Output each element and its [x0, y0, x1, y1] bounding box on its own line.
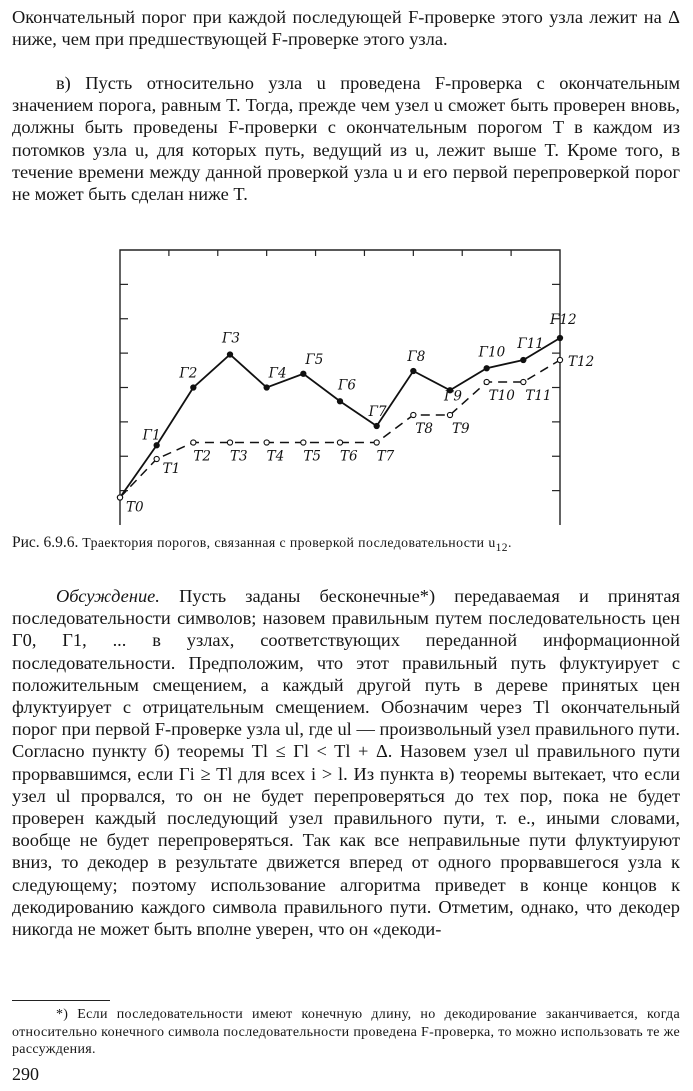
threshold-label: T1	[162, 461, 181, 477]
metric-point	[374, 423, 379, 428]
threshold-point	[374, 440, 379, 445]
threshold-point	[117, 495, 122, 500]
threshold-label: T3	[230, 448, 248, 465]
threshold-point	[191, 440, 196, 445]
threshold-label: T8	[415, 421, 433, 437]
metric-point	[264, 385, 269, 390]
page-number: 290	[12, 1064, 39, 1084]
threshold-point	[484, 379, 489, 384]
threshold-point	[337, 440, 342, 445]
metric-point	[484, 366, 489, 371]
threshold-point	[411, 412, 416, 417]
metric-point	[227, 352, 232, 357]
threshold-label: T2	[193, 448, 211, 465]
threshold-label: T7	[376, 448, 395, 465]
threshold-label: T5	[303, 448, 321, 465]
paragraph-2: в) Пусть относительно узла u проведена F-проверка с окончательным значением порога, равным T. Тогда, прежде чем узел u сможет быть проверен вновь, должны быть проведены F-проверки с окончательным порогом T в каждом из потомков узла u, для которых путь, ведущий из u, лежит выше T. Кроме того, в течение времени между данной проверкой узла u и его первой перепроверкой порог не может быть сделан ниже T.	[12, 73, 680, 205]
threshold-point	[447, 412, 452, 417]
metric-label: Γ6	[338, 377, 356, 394]
metric-label: Γ5	[305, 351, 324, 368]
threshold-label: T9	[452, 421, 470, 437]
threshold-point	[557, 357, 562, 362]
figure-caption: Рис. 6.9.6. Траектория порогов, связанная с проверкой последовательности $u_{12}$.	[12, 534, 512, 554]
metric-point	[191, 385, 196, 390]
metric-label: Γ2	[179, 365, 198, 382]
metric-label: Γ11	[517, 336, 544, 352]
metric-label: Γ8	[407, 349, 426, 365]
threshold-label: T12	[568, 354, 595, 370]
metric-label: Γ10	[478, 344, 506, 361]
metric-series-line	[120, 338, 560, 498]
discussion-text: Пусть заданы бесконечные*) передаваемая и принятая последовательности символов; назовем правильным путем последовательность цен Γ0, Γ1, ... в узлах, соответствующих переданной информационной последовательности. Предположим, что этот правильный путь флуктуирует с положительным смещением, а каждый другой путь в дереве принятых цен флуктуирует с отрицательным смещением. Обозначим через Tl окончательный порог при первой F-проверке узла ul, где ul — произвольный узел правильного пути. Согласно пункту б) теоремы Tl ≤ Γl < Tl + Δ. Назовем узел ul правильного пути прорвавшимся, если Γi ≥ Tl для всех i > l. Из пункта в) теоремы вытекает, что если узел ul прорвался, то он не будет перепроверяться до тех пор, пока не будет проверен каждый последующий узел правильного пути, т. е., иными словами, вообще не будет перепроверяться. Так как все неправильные пути флуктуируют вниз, то декодер в результате движется вперед от одного прорвавшегося узла к следующему; поэтому использование алгоритма приведет в конце концов к декодированию каждого символа правильного пути. Отметим, однако, что декодер никогда не может быть вполне уверен, что он «декоди-	[12, 586, 680, 940]
threshold-label: T11	[525, 388, 552, 404]
figure-caption-text: Траектория порогов, связанная с проверкой последовательности u	[82, 535, 496, 550]
metric-label: Γ3	[222, 330, 240, 347]
threshold-trajectory-figure	[95, 240, 595, 530]
footnote-rule	[12, 1000, 110, 1001]
threshold-trajectory-chart	[95, 240, 595, 530]
threshold-label: T10	[488, 388, 515, 404]
threshold-point	[154, 456, 159, 461]
discussion-paragraph	[12, 585, 680, 940]
threshold-point	[521, 379, 526, 384]
metric-point	[337, 399, 342, 404]
footnote: *) Если последовательности имеют конечную длину, но декодирование заканчивается, когда относительно конечного символа последовательности проведена F-проверка, то можно использовать те же рассуждения.	[12, 1007, 680, 1058]
metric-label: Γ7	[368, 404, 387, 420]
metric-point	[521, 357, 526, 362]
figure-caption-sub: 12	[495, 541, 508, 554]
metric-point	[301, 371, 306, 376]
threshold-label: T6	[340, 448, 358, 465]
metric-point	[557, 335, 562, 340]
metric-label: Γ9	[444, 388, 462, 405]
metric-label: Γ4	[268, 365, 287, 382]
metric-point	[154, 443, 159, 448]
threshold-label: T0	[126, 499, 144, 516]
metric-point	[411, 368, 416, 373]
figure-caption-label: Рис. 6.9.6.	[12, 534, 79, 551]
discussion-heading: Обсуждение.	[56, 586, 160, 606]
threshold-point	[264, 440, 269, 445]
threshold-label: T4	[266, 448, 285, 465]
threshold-point	[301, 440, 306, 445]
threshold-point	[227, 440, 232, 445]
metric-label: Γ12	[550, 312, 577, 328]
metric-label: Γ1	[142, 427, 161, 444]
paragraph-1: Окончательный порог при каждой последующей F-проверке этого узла лежит на Δ ниже, чем при предшествующей F-проверке этого узла.	[12, 7, 680, 50]
